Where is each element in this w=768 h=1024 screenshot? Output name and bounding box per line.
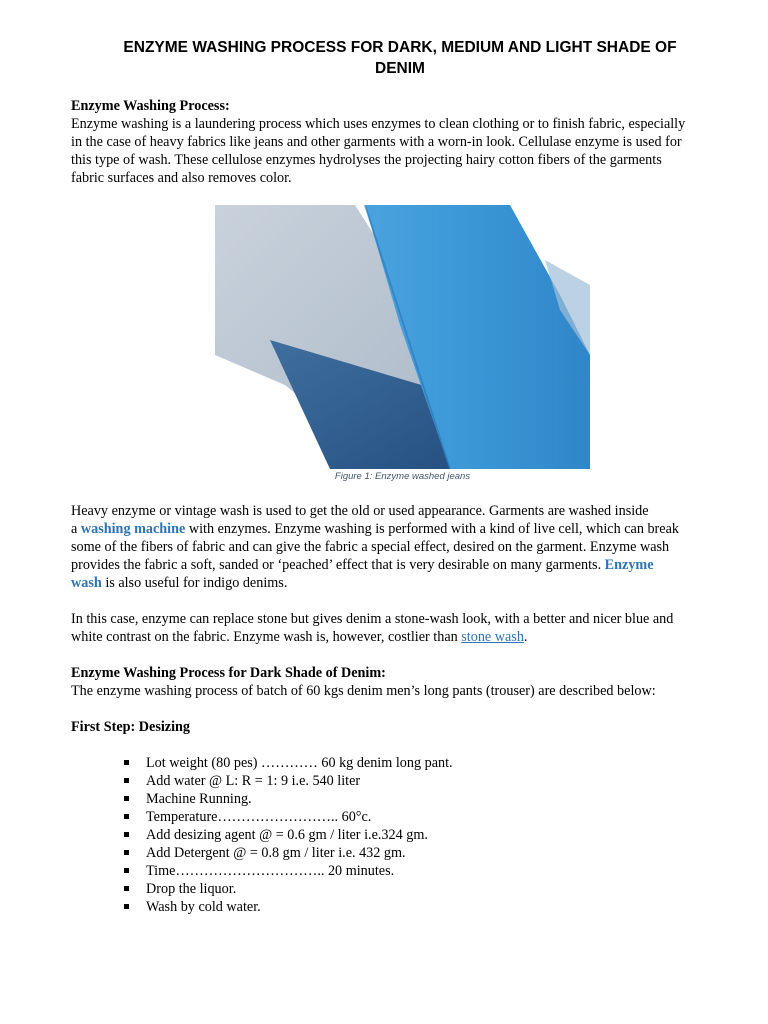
- list-item: [124, 772, 453, 790]
- dark-shade-description: The enzyme washing process of batch of 60 kgs denim men’s long pants (trouser) are described below:: [71, 683, 656, 699]
- text-fragment: with enzymes. Enzyme washing is performed with a kind of live cell, which can break: [185, 521, 679, 537]
- first-step-heading: First Step: Desizing: [71, 719, 191, 735]
- paragraph-stone-wash: [71, 610, 731, 646]
- text-fragment: provides the fabric a soft, sanded or ‘peached’ effect that is very desirable on many garments.: [71, 557, 605, 573]
- desizing-steps-list: [124, 754, 453, 916]
- paragraph-line: [71, 574, 731, 592]
- list-item: [124, 790, 453, 808]
- enzyme-wash-link[interactable]: Enzyme: [604, 557, 654, 573]
- paragraph-line: some of the fibers of fabric and can give the fabric a special effect, desired on the garment. Enzyme wash: [71, 539, 670, 555]
- paragraph-line: [71, 520, 731, 538]
- denim-figure-image: [215, 205, 590, 469]
- paragraph-line: [71, 556, 731, 574]
- figure-caption: Figure 1: Enzyme washed jeans: [334, 471, 471, 482]
- intro-line: fabric surfaces and also removes color.: [71, 170, 292, 186]
- list-item-text: Drop the liquor.: [146, 881, 237, 897]
- dark-shade-section: [71, 664, 731, 700]
- text-fragment: .: [523, 629, 528, 645]
- list-item-text: Machine Running.: [146, 791, 252, 807]
- stone-wash-link[interactable]: stone wash: [461, 629, 524, 645]
- text-fragment: a: [71, 521, 81, 537]
- bullet-icon: [124, 868, 129, 873]
- dark-shade-heading: Enzyme Washing Process for Dark Shade of Denim:: [71, 665, 386, 681]
- intro-section: [71, 97, 731, 187]
- denim-fabric-illustration: [215, 205, 590, 469]
- list-item: [124, 826, 453, 844]
- washing-machine-link[interactable]: washing machine: [80, 521, 186, 537]
- text-fragment: is also useful for indigo denims.: [101, 575, 288, 591]
- list-item: [124, 880, 453, 898]
- bullet-icon: [124, 760, 129, 765]
- list-item: [124, 754, 453, 772]
- paragraph-line: In this case, enzyme can replace stone but gives denim a stone-wash look, with a better and nicer blue and: [71, 611, 674, 627]
- title-line-2: DENIM: [375, 60, 425, 77]
- intro-heading: Enzyme Washing Process:: [71, 98, 230, 114]
- bullet-icon: [124, 796, 129, 801]
- text-fragment: white contrast on the fabric. Enzyme wash is, however, costlier than: [71, 629, 462, 645]
- bullet-icon: [124, 850, 129, 855]
- bullet-icon: [124, 832, 129, 837]
- list-item-text: Add water @ L: R = 1: 9 i.e. 540 liter: [146, 773, 361, 789]
- paragraph-vintage-wash: [71, 502, 731, 592]
- list-item: [124, 844, 453, 862]
- document-title: [70, 37, 730, 79]
- list-item-text: Lot weight (80 pes) ………… 60 kg denim long pant.: [146, 755, 453, 771]
- paragraph-line: [71, 628, 731, 646]
- intro-line: Enzyme washing is a laundering process which uses enzymes to clean clothing or to finish fabric, especially: [71, 116, 686, 132]
- intro-line: in the case of heavy fabrics like jeans and other garments with a worn-in look. Cellulase enzyme is used for: [71, 134, 682, 150]
- list-item-text: Time………………………….. 20 minutes.: [146, 863, 395, 879]
- list-item-text: Add desizing agent @ = 0.6 gm / liter i.e.324 gm.: [146, 827, 428, 843]
- bullet-icon: [124, 904, 129, 909]
- list-item: [124, 808, 453, 826]
- intro-line: this type of wash. These cellulose enzymes hydrolyses the projecting hairy cotton fibers of the garments: [71, 152, 662, 168]
- paragraph-line: Heavy enzyme or vintage wash is used to get the old or used appearance. Garments are washed inside: [71, 503, 649, 519]
- list-item-text: Add Detergent @ = 0.8 gm / liter i.e. 432 gm.: [146, 845, 406, 861]
- first-step-heading-wrap: [71, 718, 731, 736]
- bullet-icon: [124, 778, 129, 783]
- bullet-icon: [124, 886, 129, 891]
- list-item-text: Temperature…………………….. 60°c.: [146, 809, 372, 825]
- bullet-icon: [124, 814, 129, 819]
- title-line-1: ENZYME WASHING PROCESS FOR DARK, MEDIUM AND LIGHT SHADE OF: [123, 39, 677, 56]
- list-item: [124, 898, 453, 916]
- enzyme-wash-link-cont[interactable]: wash: [71, 575, 102, 591]
- list-item-text: Wash by cold water.: [146, 899, 261, 915]
- list-item: [124, 862, 453, 880]
